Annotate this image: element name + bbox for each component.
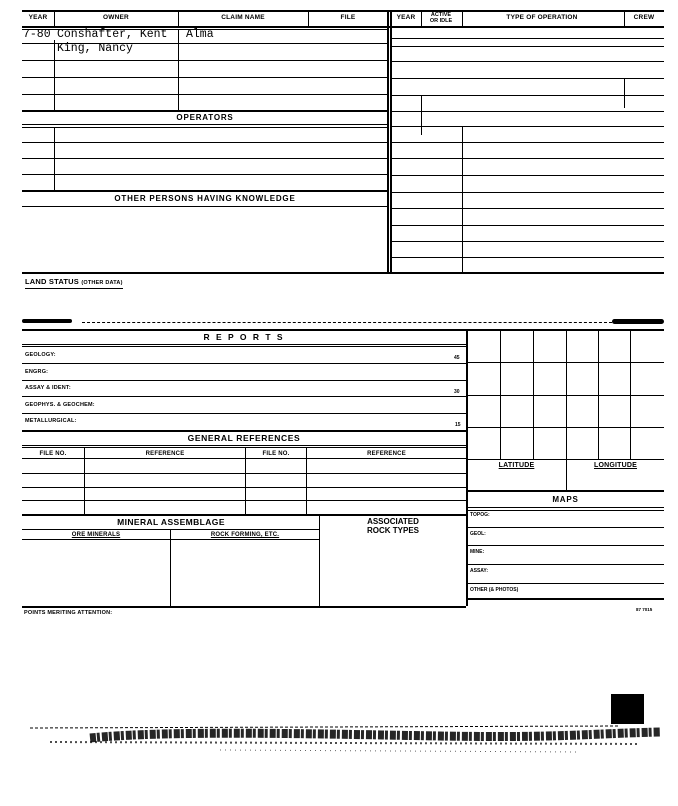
report-metallurgical-label: METALLURGICAL: [25, 418, 77, 424]
map-other: OTHER (& PHOTOS) [470, 587, 519, 593]
points-meriting-attention: POINTS MERITING ATTENTION: [24, 610, 113, 616]
header-file: FILE [340, 14, 356, 21]
latitude-label: LATITUDE [498, 462, 535, 469]
ore-minerals-label: ORE MINERALS [71, 532, 121, 538]
land-status-sub: (OTHER DATA) [81, 280, 123, 286]
longitude-label: LONGITUDE [593, 462, 638, 469]
scan-noise-band [20, 690, 668, 780]
land-status-label [25, 278, 123, 289]
header-year-2: YEAR [396, 14, 416, 21]
section-maps: MAPS [552, 495, 579, 504]
map-assay: ASSAY: [470, 568, 489, 574]
associated-label: ASSOCIATED [367, 517, 419, 526]
entry-owner-1: Conshafter, Kent [57, 28, 168, 41]
ref-header-file-no: FILE NO. [39, 451, 67, 457]
report-assay-label: ASSAY & IDENT: [25, 385, 71, 391]
rock-types-label: ROCK TYPES [366, 526, 419, 535]
report-geology-label: GEOLOGY: [25, 352, 56, 358]
entry-claim-name: Alma [186, 28, 214, 41]
header-type-of-operation: TYPE OF OPERATION [506, 14, 578, 21]
report-geophys-label: GEOPHYS. & GEOCHEM: [25, 402, 95, 408]
header-year: YEAR [28, 14, 48, 21]
entry-year: 7-80 [23, 28, 51, 41]
header-active: ACTIVE [430, 12, 452, 18]
section-operators: OPERATORS [176, 113, 234, 122]
entry-owner-2: King, Nancy [57, 42, 133, 55]
ref-header-file-no-2: FILE NO. [262, 451, 290, 457]
header-or-idle: OR IDLE [429, 18, 453, 24]
header-claim-name: CLAIM NAME [221, 14, 265, 21]
section-mineral-assemblage: MINERAL ASSEMBLAGE [117, 517, 225, 527]
section-general-references: GENERAL REFERENCES [187, 433, 301, 443]
rock-forming-label: ROCK FORMING, ETC. [210, 532, 280, 538]
header-owner: OWNER [103, 14, 129, 21]
land-status-text: LAND STATUS [25, 277, 80, 286]
section-reports: R E P O R T S [203, 332, 285, 342]
map-geol: GEOL: [470, 531, 486, 537]
header-crew: CREW [633, 14, 655, 21]
form-number: 87 7015 [636, 607, 653, 612]
map-topog: TOPOG: [470, 512, 490, 518]
ref-header-reference-2: REFERENCE [367, 451, 406, 457]
ref-header-reference: REFERENCE [145, 451, 185, 457]
map-mine: MINE: [470, 549, 485, 555]
report-geology-num: 45 [454, 355, 460, 361]
associated-rock-types [320, 517, 466, 535]
report-engrg-label: ENGRG: [25, 369, 49, 375]
header-active-idle [421, 12, 461, 24]
report-metallurgical-num: 15 [455, 422, 461, 428]
section-other-persons: OTHER PERSONS HAVING KNOWLEDGE [114, 194, 296, 203]
report-assay-num: 30 [454, 389, 460, 395]
